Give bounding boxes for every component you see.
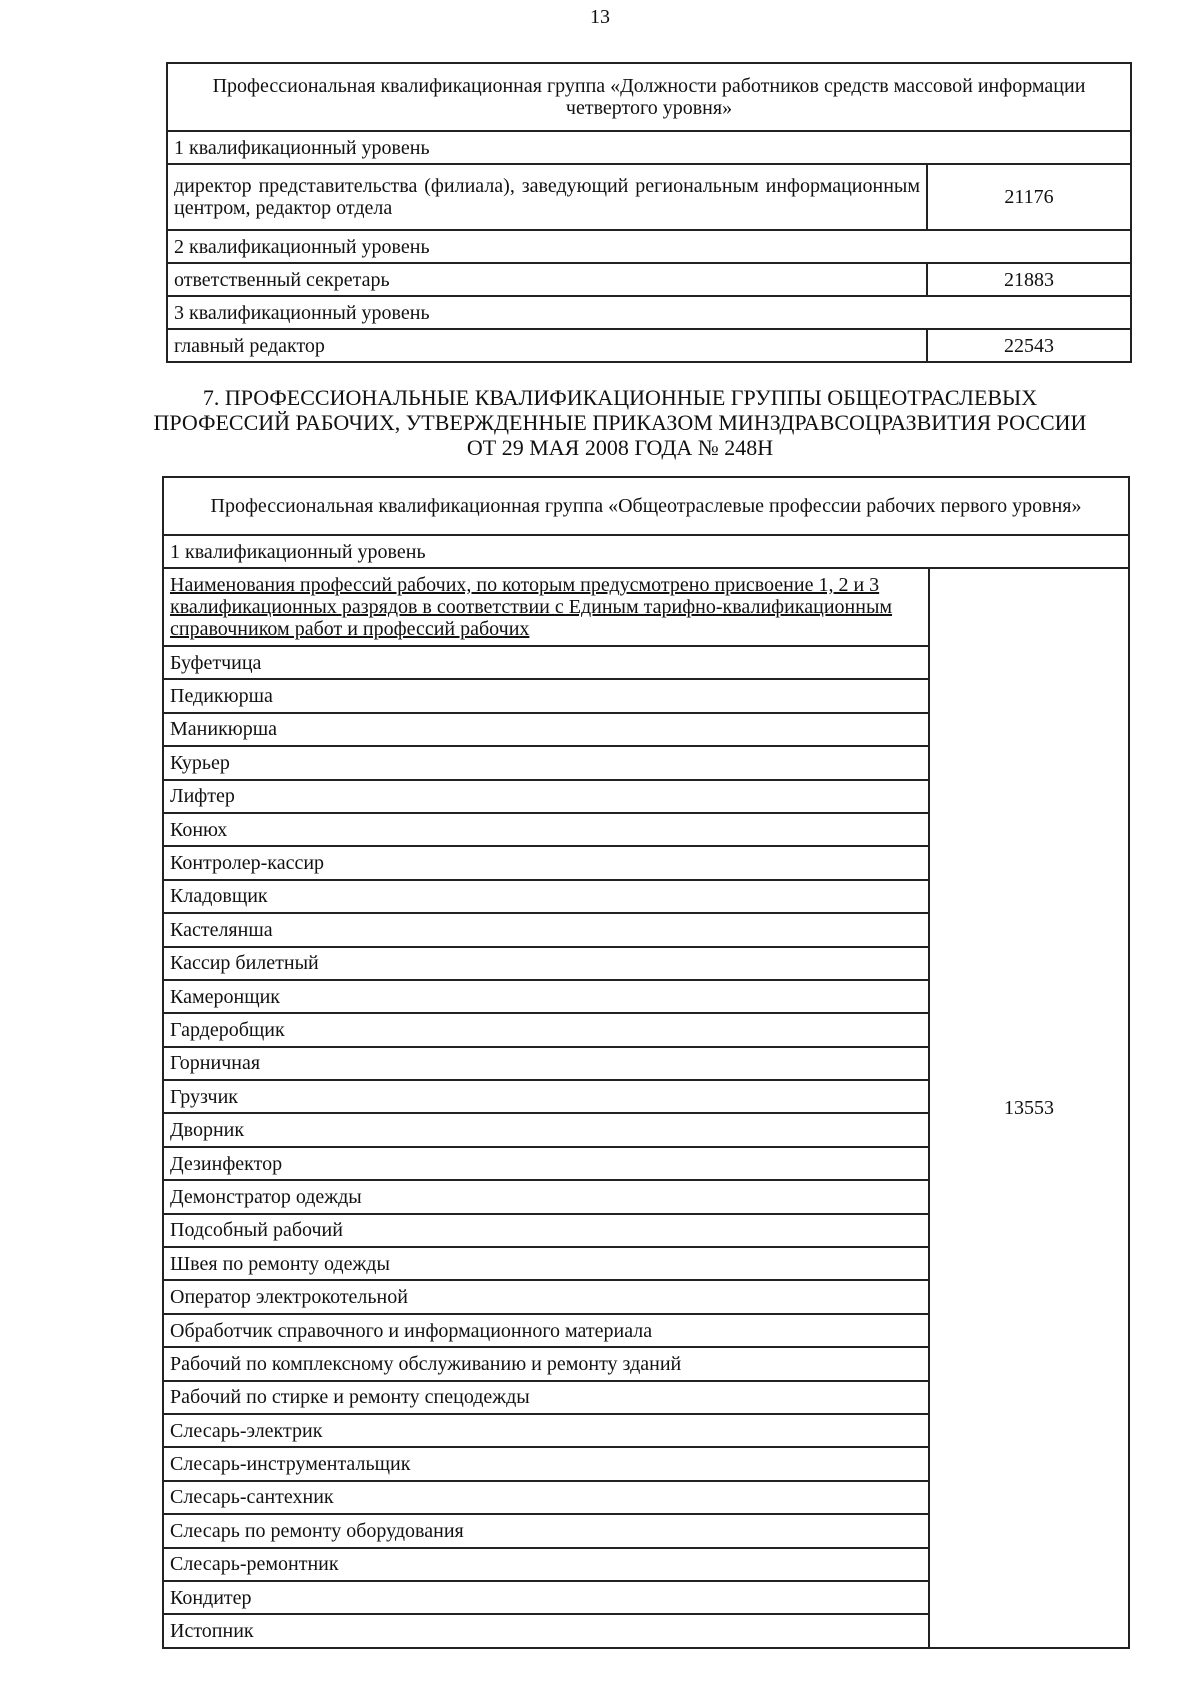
profession-item: Гардеробщик xyxy=(163,1013,929,1046)
profession-item: Дезинфектор xyxy=(163,1147,929,1180)
table2-description: Наименования профессий рабочих, по которым предусмотрено присвоение 1, 2 и 3 квалификационных разрядов в соответствии с Единым тарифно-квалификационным справочником работ и профессий рабочих xyxy=(163,568,929,646)
table-media-workers-level4 xyxy=(166,62,1132,363)
table2-salary: 13553 xyxy=(929,568,1129,1648)
profession-item: Обработчик справочного и информационного материала xyxy=(163,1314,929,1347)
profession-item: Слесарь-электрик xyxy=(163,1414,929,1447)
profession-item: Горничная xyxy=(163,1047,929,1080)
profession-item: Демонстратор одежды xyxy=(163,1180,929,1213)
table1-level-2-position: ответственный секретарь xyxy=(167,263,927,296)
profession-item: Кассир билетный xyxy=(163,947,929,980)
profession-item: Слесарь по ремонту оборудования xyxy=(163,1514,929,1547)
table1-level-2-salary: 21883 xyxy=(927,263,1131,296)
table1-level-3-label: 3 квалификационный уровень xyxy=(167,296,1131,329)
page-number: 13 xyxy=(590,6,610,28)
profession-item: Истопник xyxy=(163,1614,929,1647)
profession-item: Рабочий по стирке и ремонту спецодежды xyxy=(163,1381,929,1414)
profession-item: Кондитер xyxy=(163,1581,929,1614)
profession-item: Буфетчица xyxy=(163,646,929,679)
section-title: 7. ПРОФЕССИОНАЛЬНЫЕ КВАЛИФИКАЦИОННЫЕ ГРУППЫ ОБЩЕОТРАСЛЕВЫХ ПРОФЕССИЙ РАБОЧИХ, УТВЕРЖДЕННЫЕ ПРИКАЗОМ МИНЗДРАВСОЦРАЗВИТИЯ РОССИИ ОТ 29 МАЯ 2008 ГОДА № 248Н xyxy=(153,385,1087,460)
profession-item: Лифтер xyxy=(163,780,929,813)
table1-level-3-position: главный редактор xyxy=(167,329,927,362)
profession-item: Рабочий по комплексному обслуживанию и ремонту зданий xyxy=(163,1347,929,1380)
profession-item: Подсобный рабочий xyxy=(163,1214,929,1247)
profession-item: Грузчик xyxy=(163,1080,929,1113)
table1-level-1-position: директор представительства (филиала), заведующий региональным информационным центром, редактор отдела xyxy=(167,164,927,230)
table-general-workers-level1 xyxy=(162,476,1130,1649)
profession-item: Оператор электрокотельной xyxy=(163,1280,929,1313)
profession-item: Кастелянша xyxy=(163,913,929,946)
profession-item: Слесарь-ремонтник xyxy=(163,1548,929,1581)
table2-header: Профессиональная квалификационная группа «Общеотраслевые профессии рабочих первого уровня» xyxy=(163,477,1129,535)
profession-item: Конюх xyxy=(163,813,929,846)
table1-level-1-salary: 21176 xyxy=(927,164,1131,230)
profession-item: Камеронщик xyxy=(163,980,929,1013)
profession-item: Кладовщик xyxy=(163,880,929,913)
table1-level-1-label: 1 квалификационный уровень xyxy=(167,131,1131,164)
profession-item: Курьер xyxy=(163,746,929,779)
profession-item: Слесарь-инструментальщик xyxy=(163,1447,929,1480)
profession-item: Швея по ремонту одежды xyxy=(163,1247,929,1280)
table1-header: Профессиональная квалификационная группа «Должности работников средств массовой информации четвертого уровня» xyxy=(167,63,1131,131)
table2-level-label: 1 квалификационный уровень xyxy=(163,535,1129,568)
profession-item: Дворник xyxy=(163,1113,929,1146)
profession-item: Контролер-кассир xyxy=(163,846,929,879)
table1-level-2-label: 2 квалификационный уровень xyxy=(167,230,1131,263)
profession-item: Педикюрша xyxy=(163,679,929,712)
profession-item: Слесарь-сантехник xyxy=(163,1481,929,1514)
profession-item: Маникюрша xyxy=(163,713,929,746)
table1-level-3-salary: 22543 xyxy=(927,329,1131,362)
